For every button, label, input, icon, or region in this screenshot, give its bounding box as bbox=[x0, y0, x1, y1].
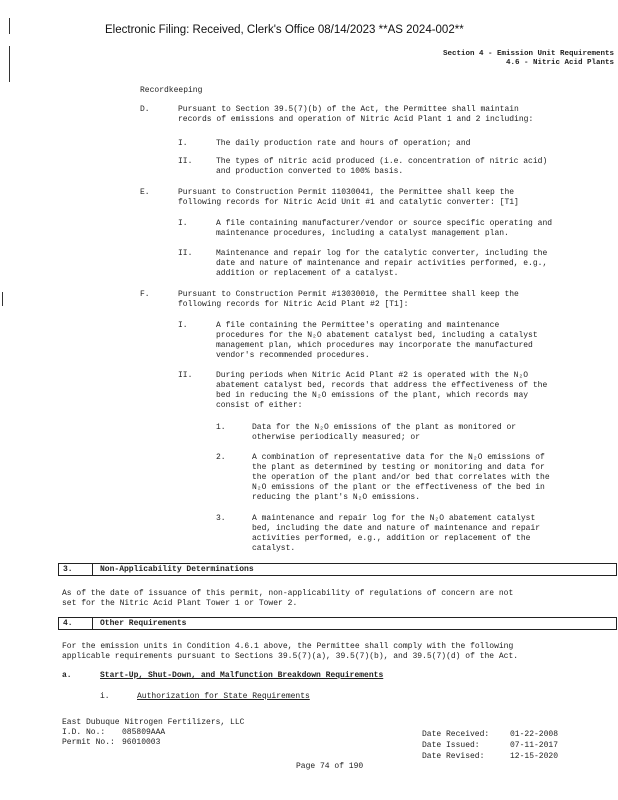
item-d-label: D. bbox=[140, 105, 150, 114]
electronic-filing-banner: Electronic Filing: Received, Clerk's Office 08/14/2023 **AS 2024-002** bbox=[105, 24, 464, 36]
footer-issued-label: Date Issued: bbox=[422, 741, 480, 750]
item-f-ii-2-label: 2. bbox=[216, 453, 226, 462]
section-header-line1: Section 4 - Emission Unit Requirements bbox=[442, 50, 614, 58]
footer-received-label: Date Received: bbox=[422, 730, 490, 739]
section-header bbox=[443, 50, 614, 68]
section-4-text: For the emission units in Condition 4.6.1 above, the Permittee shall comply with the following applicable requirements pursuant to Sections 39.5(7)(a), 39.5(7)(b), and 39.5(7)(d) of the Act. bbox=[62, 642, 519, 661]
item-e-ii-text: Maintenance and repair log for the catalytic converter, including the date and nature of maintenance and repair activities performed, e.g., addition or replacement of a catalyst. bbox=[216, 249, 548, 278]
item-f-ii-1-label: 1. bbox=[216, 423, 226, 432]
section-4-number: 4. bbox=[63, 619, 73, 628]
footer-permit-value: 96010003 bbox=[122, 738, 161, 747]
item-d-i-text: The daily production rate and hours of operation; and bbox=[216, 139, 471, 148]
scan-mark bbox=[2, 292, 3, 306]
item-d-ii-text: The types of nitric acid produced (i.e. concentration of nitric acid) and production converted to 100% basis. bbox=[216, 157, 548, 176]
item-d-i-label: I. bbox=[178, 139, 188, 148]
scan-mark bbox=[9, 46, 10, 82]
item-a-i-label: i. bbox=[100, 692, 110, 701]
item-e-text: Pursuant to Construction Permit 11030041, the Permittee shall keep the following records for Nitric Acid Unit #1 and catalytic converter: [T1] bbox=[178, 188, 519, 207]
item-e-ii-label: II. bbox=[178, 249, 193, 258]
section-4-title: Other Requirements bbox=[100, 619, 187, 628]
footer-permit-label: Permit No.: bbox=[62, 738, 115, 747]
item-d-text: Pursuant to Section 39.5(7)(b) of the Act, the Permittee shall maintain records of emissions and operation of Nitric Acid Plant 1 and 2 including: bbox=[178, 105, 534, 124]
footer-id-value: 085809AAA bbox=[122, 728, 166, 737]
item-f-ii-2-text: A combination of representative data for the N₂O emissions of the plant as determined by testing or monitoring and data for the operation of the plant and/or bed that correlates with the N₂O emissions of the plant or the effectiveness of the bed in reducing the plant's N₂O emissions. bbox=[252, 453, 550, 502]
section-3-divider bbox=[92, 563, 93, 576]
footer-company: East Dubuque Nitrogen Fertilizers, LLC bbox=[62, 718, 245, 727]
item-a-label: a. bbox=[62, 671, 72, 680]
recordkeeping-heading: Recordkeeping bbox=[140, 86, 203, 95]
item-f-text: Pursuant to Construction Permit #13030010, the Permittee shall keep the following records for Nitric Acid Plant #2 [T1]: bbox=[178, 290, 519, 309]
item-e-label: E. bbox=[140, 188, 150, 197]
footer-issued-value: 07-11-2017 bbox=[510, 741, 559, 750]
page-number: Page 74 of 190 bbox=[296, 762, 364, 771]
section-4-divider bbox=[92, 617, 93, 630]
item-f-i-text: A file containing the Permittee's operating and maintenance procedures for the N₂O abatement catalyst bed, including a catalyst management plan, which procedures may incorporate the manufactured vendor's recommended procedures. bbox=[216, 321, 538, 360]
item-e-i-label: I. bbox=[178, 219, 188, 228]
item-f-ii-text: During periods when Nitric Acid Plant #2 is operated with the N₂O abatement catalyst bed, records that address the effectiveness of the bed in reducing the N₂O emissions of the plant, which records may consist of either: bbox=[216, 371, 548, 410]
section-3-text: As of the date of issuance of this permit, non-applicability of regulations of concern are not set for the Nitric Acid Plant Tower 1 or Tower 2. bbox=[62, 589, 514, 608]
section-header-line2: 4.6 - Nitric Acid Plants bbox=[505, 59, 614, 67]
item-a-i-title: Authorization for State Requirements bbox=[137, 692, 310, 701]
item-f-ii-3-label: 3. bbox=[216, 514, 226, 523]
item-d-ii-label: II. bbox=[178, 157, 193, 166]
item-a-title: Start-Up, Shut-Down, and Malfunction Breakdown Requirements bbox=[100, 671, 384, 680]
footer-revised-value: 12-15-2020 bbox=[510, 752, 559, 761]
footer-received-value: 01-22-2008 bbox=[510, 730, 559, 739]
footer-revised-label: Date Revised: bbox=[422, 752, 485, 761]
footer-id-label: I.D. No.: bbox=[62, 728, 106, 737]
item-f-ii-3-text: A maintenance and repair log for the N₂O abatement catalyst bed, including the date and nature of maintenance and repair activities performed, e.g., addition or replacement of the catalyst. bbox=[252, 514, 541, 553]
section-3-number: 3. bbox=[63, 565, 73, 574]
item-f-ii-1-text: Data for the N₂O emissions of the plant as monitored or otherwise periodically measured; or bbox=[252, 423, 517, 442]
item-f-label: F. bbox=[140, 290, 150, 299]
section-3-title: Non-Applicability Determinations bbox=[100, 565, 254, 574]
item-e-i-text: A file containing manufacturer/vendor or source specific operating and maintenance procedures, including a catalyst management plan. bbox=[216, 219, 553, 238]
item-f-i-label: I. bbox=[178, 321, 188, 330]
scan-mark bbox=[9, 18, 10, 34]
item-f-ii-label: II. bbox=[178, 371, 193, 380]
